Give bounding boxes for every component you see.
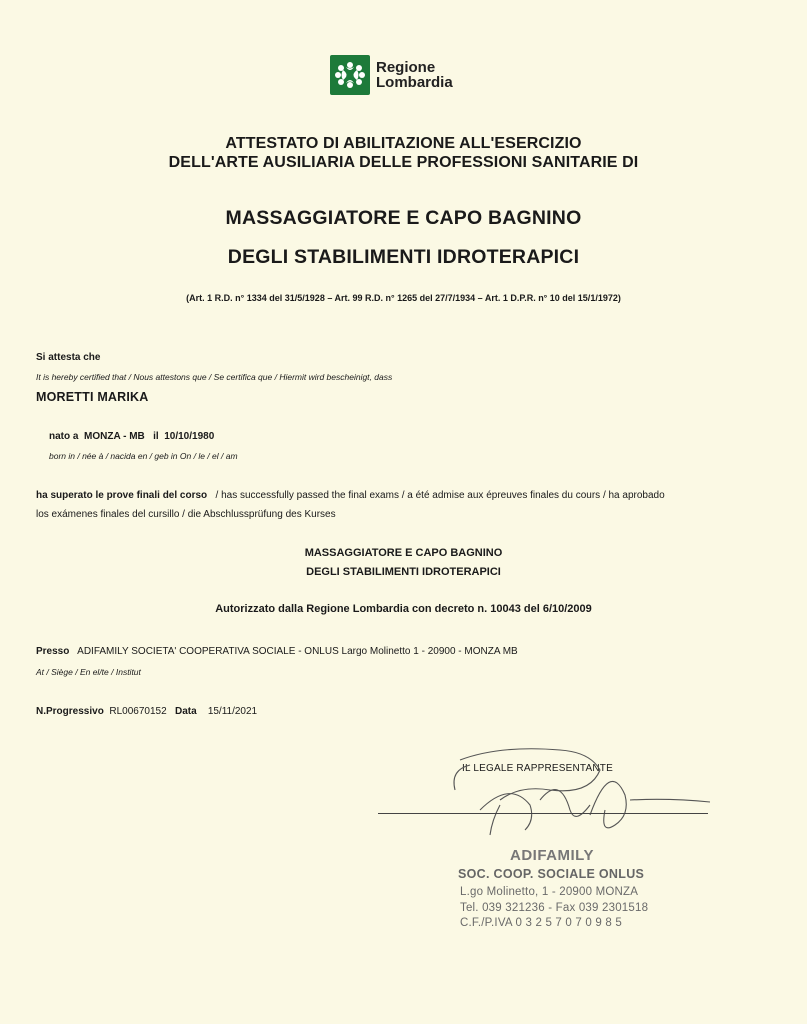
institute-label: Presso: [36, 646, 70, 657]
regione-lombardia-logo: [330, 53, 453, 97]
on-label: il: [153, 431, 159, 442]
stamp-address: L.go Molinetto, 1 - 20900 MONZA: [460, 886, 639, 898]
birth-date: 10/10/1980: [164, 431, 215, 442]
birth-translations: born in / née à / nacida en / geb in On / le / el / am: [49, 451, 238, 461]
signature-line: [378, 813, 708, 814]
exam-bold: ha superato le prove finali del corso: [36, 490, 208, 501]
stamp-phone: Tel. 039 321236 - Fax 039 2301518: [460, 902, 649, 914]
exam-line1: [36, 490, 796, 501]
date-label: Data: [175, 706, 197, 717]
stamp-vat: C.F./P.IVA 0 3 2 5 7 0 7 0 9 8 5: [460, 917, 622, 929]
progressive-value: RL00670152: [109, 706, 167, 717]
institute-line: [36, 646, 518, 657]
exam-line2: los exámenes finales del cursillo / die Abschlussprüfung des Kurses: [36, 509, 336, 520]
legal-rep-label: IL LEGALE RAPPRESENTANTE: [462, 763, 613, 774]
logo-line1: Regione: [376, 59, 436, 76]
certify-label: Si attesta che: [36, 352, 101, 363]
title-line1: ATTESTATO DI ABILITAZIONE ALL'ESERCIZIO: [225, 135, 582, 152]
holder-name: MORETTI MARIKA: [36, 390, 149, 404]
legal-reference: (Art. 1 R.D. n° 1334 del 31/5/1928 – Art. 99 R.D. n° 1265 del 27/7/1934 – Art. 1 D.P.R. n° 10 del 15/1/1972): [186, 293, 621, 303]
progressive-line: [36, 706, 257, 717]
stamp-org: ADIFAMILY: [510, 847, 594, 864]
course-line2: DEGLI STABILIMENTI IDROTERAPICI: [306, 566, 501, 578]
born-label: nato a: [49, 431, 79, 442]
signature: [440, 740, 720, 850]
birth-place: MONZA - MB: [84, 431, 145, 442]
birth-line: [49, 431, 214, 442]
progressive-label: N.Progressivo: [36, 706, 104, 717]
institute-translations: At / Siège / En el/te / Institut: [36, 667, 141, 677]
authorization-decree: Autorizzato dalla Regione Lombardia con decreto n. 10043 del 6/10/2009: [215, 603, 592, 615]
logo-line2: Lombardia: [376, 74, 453, 91]
institute-value: ADIFAMILY SOCIETA' COOPERATIVA SOCIALE - ONLUS Largo Molinetto 1 - 20900 - MONZA MB: [77, 646, 518, 657]
date-value: 15/11/2021: [207, 706, 258, 717]
profession-line1: MASSAGGIATORE E CAPO BAGNINO: [225, 207, 582, 229]
course-line1: MASSAGGIATORE E CAPO BAGNINO: [304, 547, 503, 559]
rosa-camuna-icon: [330, 55, 370, 95]
logo-text: [376, 60, 453, 90]
profession-line2: DEGLI STABILIMENTI IDROTERAPICI: [227, 246, 580, 268]
certify-translations: It is hereby certified that / Nous attestons que / Se certifica que / Hiermit wird bescheinigt, dass: [36, 372, 393, 382]
exam-translations: / has successfully passed the final exams / a été admise aux épreuves finales du cours / ha aprobado: [215, 490, 665, 501]
title-line2: DELL'ARTE AUSILIARIA DELLE PROFESSIONI SANITARIE DI: [168, 154, 639, 171]
stamp-sub: SOC. COOP. SOCIALE ONLUS: [458, 867, 645, 881]
